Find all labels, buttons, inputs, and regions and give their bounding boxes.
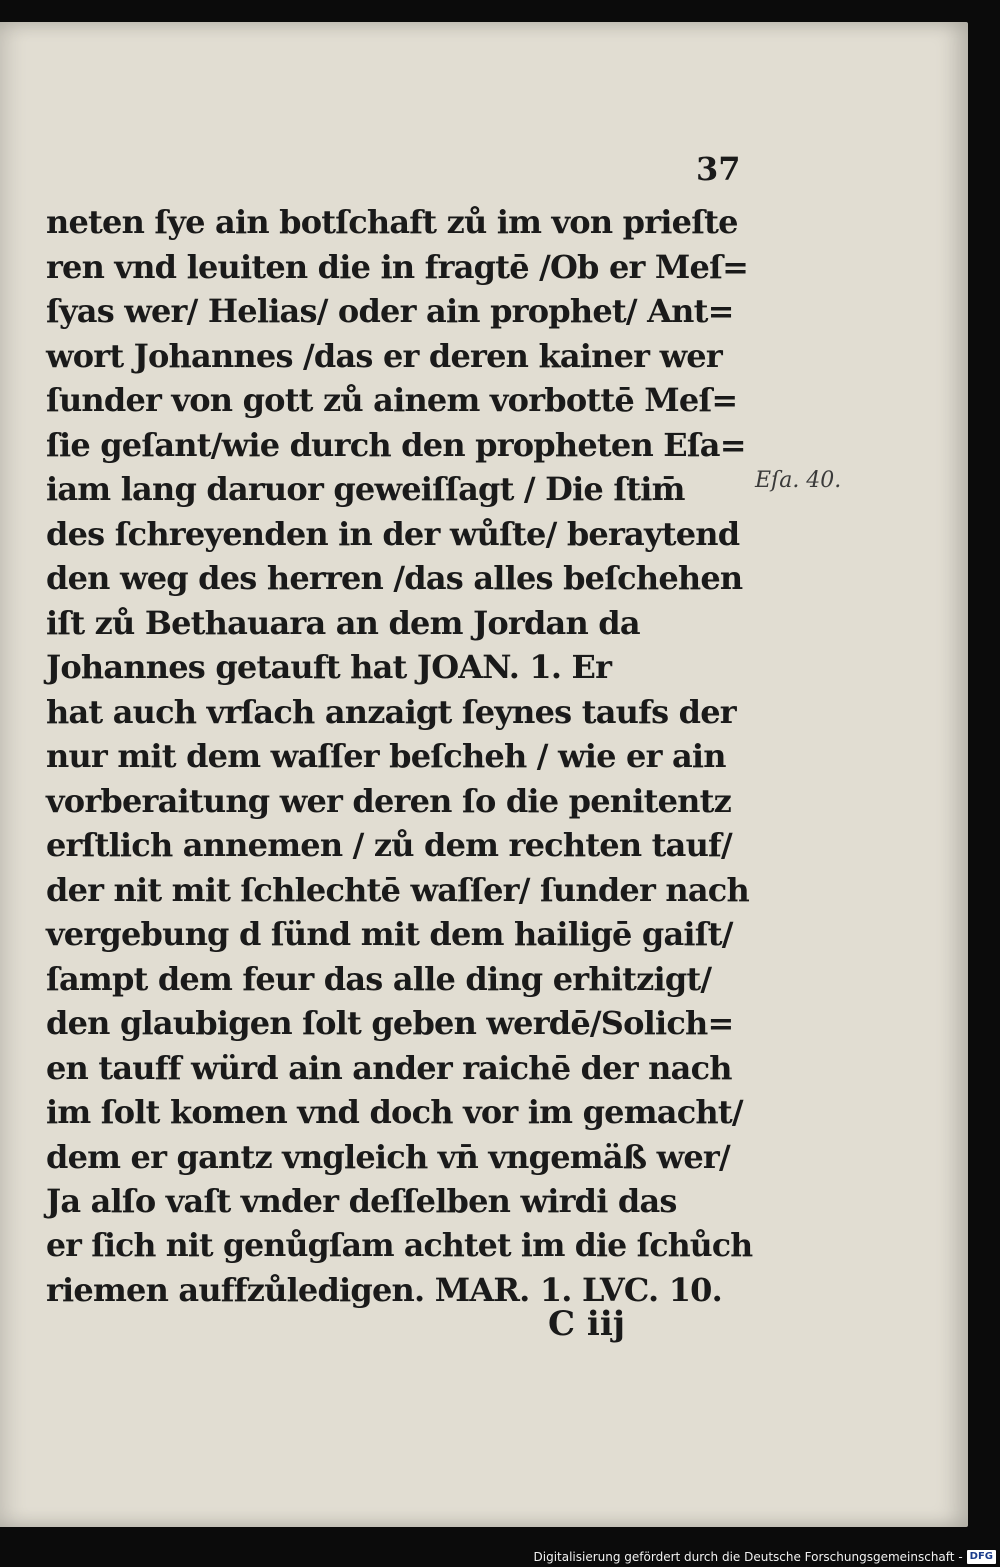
text-line: riemen auffzůledigen. MAR. 1. LVC. 10.: [46, 1271, 722, 1309]
page-number: 37: [696, 150, 741, 188]
dfg-logo-icon: DFG: [967, 1550, 996, 1564]
text-line: iſt zů Bethauara an dem Jordan da: [46, 603, 640, 642]
signature-mark: C iij: [548, 1304, 626, 1344]
text-line: vorberaitung wer deren ſo die penitentz: [46, 781, 731, 820]
text-line: wort Johannes /das er deren kainer wer: [46, 336, 722, 375]
text-line: vergebung d ſünd mit dem hailigē gaiſt/: [46, 915, 733, 953]
text-line: er ſich nit genůgſam achtet im die ſchůch: [46, 1226, 753, 1264]
text-line: ren vnd leuiten die in fragtē /Ob er Meſ=: [46, 247, 749, 286]
text-line: hat auch vrſach anzaigt ſeynes taufs der: [46, 692, 736, 731]
funding-credit-text: Digitalisierung gefördert durch die Deutsche Forschungsgemeinschaft -: [533, 1550, 963, 1564]
text-line: Ja alſo vaſt vnder deſſelben wirdi das: [46, 1182, 677, 1220]
marginal-note: Eſa. 40.: [755, 468, 842, 493]
text-line: des ſchreyenden in der wůſte/ beraytend: [46, 514, 740, 553]
text-line: ſie geſant/wie durch den propheten Eſa=: [46, 425, 746, 464]
text-line: erſtlich annemen / zů dem rechten tauf/: [46, 826, 732, 864]
text-line: iam lang daruor geweiſſagt / Die ſtim̄: [46, 470, 685, 508]
text-line: im ſolt komen vnd doch vor im gemacht/: [46, 1093, 743, 1131]
text-line: neten ſye ain botſchaft zů im von prieſte: [46, 203, 738, 241]
text-line: dem er gantz vngleich vn̄ vngemäß wer/: [46, 1137, 730, 1176]
text-line: en tauff würd ain ander raichē der nach: [46, 1048, 732, 1087]
footer-credit: [534, 1547, 1000, 1567]
book-page: [0, 22, 968, 1527]
text-line: den glaubigen ſolt geben werdē/Solich=: [46, 1004, 734, 1042]
text-line: ſampt dem feur das alle ding erhitzigt/: [46, 959, 712, 998]
text-line: Johannes getauft hat JOAN. 1. Er: [46, 648, 612, 686]
text-line: ſyas wer/ Helias/ oder ain prophet/ Ant=: [46, 292, 734, 330]
text-line: ſunder von gott zů ainem vorbottē Meſ=: [46, 381, 738, 419]
text-line: der nit mit ſchlechtē waſſer/ ſunder nach: [46, 870, 749, 909]
text-line: den weg des herren /das alles beſchehen: [46, 559, 743, 597]
body-text: [46, 200, 758, 1313]
text-line: nur mit dem waſſer beſcheh / wie er ain: [46, 737, 726, 775]
